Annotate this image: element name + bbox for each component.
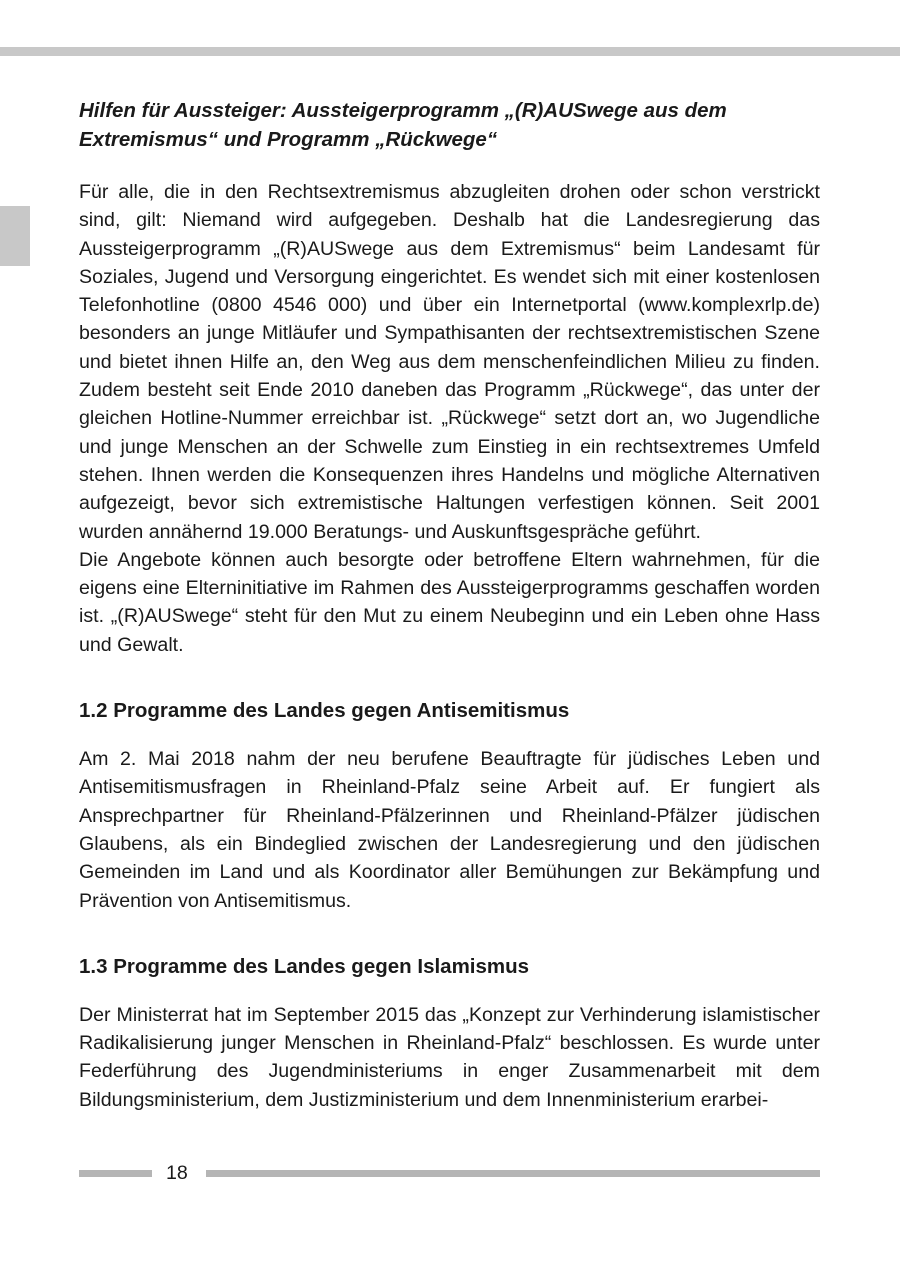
page-footer	[79, 1159, 820, 1187]
page-number: 18	[166, 1162, 188, 1184]
footer-rule-left	[79, 1170, 152, 1177]
section-heading-antisemitismus: 1.2 Programme des Landes gegen Antisemitismus	[79, 699, 570, 723]
section-heading-islamismus: 1.3 Programme des Landes gegen Islamismus	[79, 954, 530, 978]
paragraph-antisemitismus: Am 2. Mai 2018 nahm der neu berufene Beauftragte für jüdisches Leben und Antisemitismusfragen in Rheinland-Pfalz seine Arbeit auf. Er fungiert als Ansprechpartner für Rheinland-Pfälzerinnen und Rheinland-Pfälzer jüdischen Glaubens, als ein Bindeglied zwischen der Landesregierung und den jüdischen Gemeinden im Land und als Koordinator aller Bemühungen zur Bekämpfung und Prävention von Antisemitismus.	[79, 748, 820, 912]
paragraph-aussteiger: Für alle, die in den Rechtsextremismus abzugleiten drohen oder schon verstrickt sind, gilt: Niemand wird aufgegeben. Deshalb hat die Landesregierung das Aussteigerprogramm „(R)AUSwege aus dem Extremismus“ beim Landesamt für Soziales, Jugend und Versorgung eingerichtet. Es wendet sich mit einer kostenlosen Telefonhotline (0800 4546 000) und über ein Internetportal (www.komplexrlp.de) besonders an junge Mitläufer und Sympathisanten der rechtsextremistischen Szene und bietet ihnen Hilfe an, den Weg aus dem menschenfeindlichen Milieu zu finden. Zudem besteht seit Ende 2010 daneben das Programm „Rückwege“, das unter der gleichen Hotline-Nummer erreichbar ist. „Rückwege“ setzt dort an, wo Jugendliche und junge Menschen an der Schwelle zum Einstieg in ein rechtsextremes Umfeld stehen. Ihnen werden die Konsequenzen ihres Handelns und mögliche Alternativen aufgezeigt, bevor sich extremistische Haltungen verfestigen können. Seit 2001 wurden annähernd 19.000 Beratungs- und Auskunftsgespräche geführt.	[79, 181, 820, 543]
subsection-heading: Hilfen für Aussteiger: Aussteigerprogramm „(R)AUSwege aus dem Extremismus“ und Programm „Rückwege“	[79, 99, 727, 151]
top-divider	[0, 47, 900, 56]
paragraph-eltern: Die Angebote können auch besorgte oder betroffene Eltern wahrnehmen, für die eigens eine Elterninitiative im Rahmen des Aussteigerprogramms geschaffen worden ist. „(R)AUSwege“ steht für den Mut zu einem Neubeginn und ein Leben ohne Hass und Gewalt.	[79, 548, 820, 656]
page-content	[79, 96, 820, 1114]
chapter-tab-marker	[0, 206, 30, 266]
paragraph-islamismus: Der Ministerrat hat im September 2015 das „Konzept zur Verhinderung islamistischer Radikalisierung junger Menschen in Rheinland-Pfalz“ beschlossen. Es wurde unter Federführung des Jugendministeriums in enger Zusammenarbeit mit dem Bildungsministerium, dem Justizministerium und dem Innenministerium erarbei-	[79, 1003, 820, 1111]
footer-rule-right	[206, 1170, 820, 1177]
